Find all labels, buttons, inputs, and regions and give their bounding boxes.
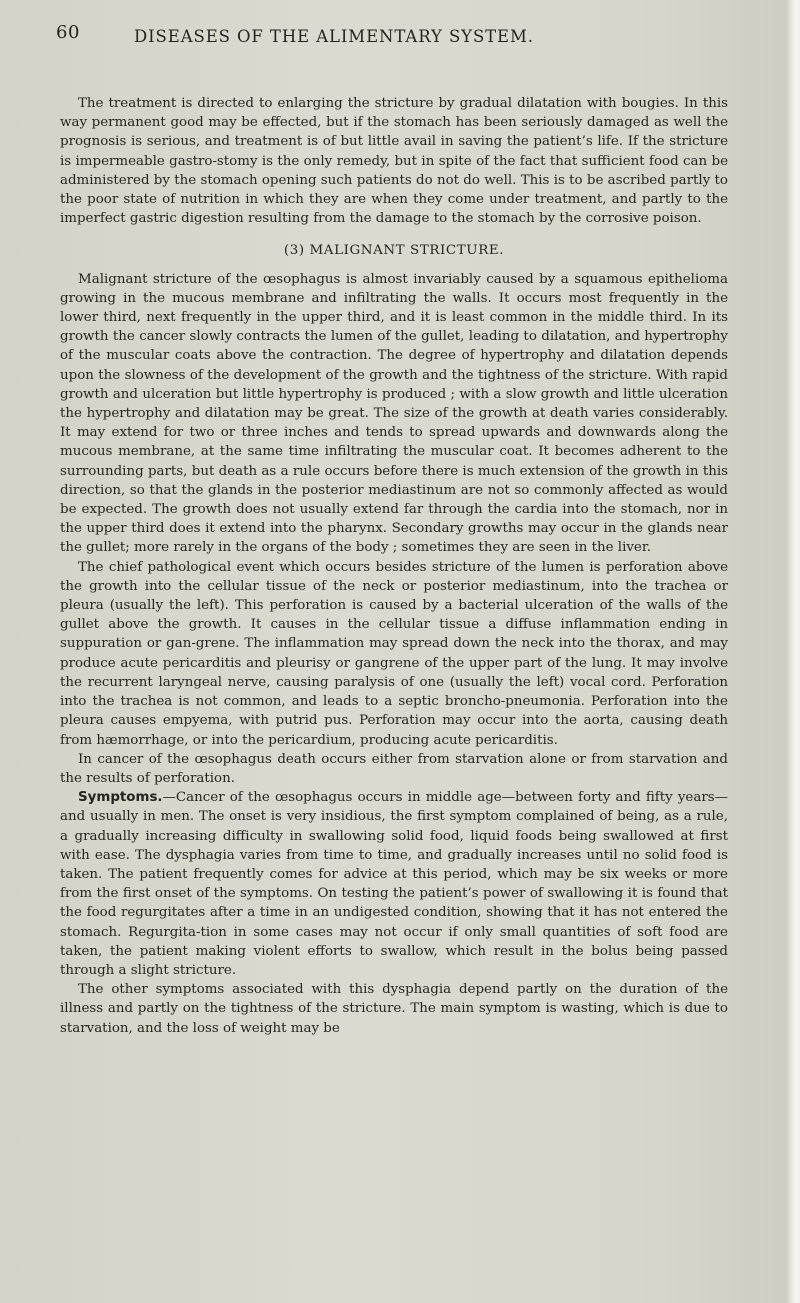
paragraph-symptoms [60, 788, 728, 980]
paragraph-other-symptoms: The other symptoms associated with this dysphagia depend partly on the duration of the illness and partly on the tightness of the stricture. The main symptom is wasting, which is due to starvation, and the loss of weight may be [60, 982, 728, 1036]
running-title: DISEASES OF THE ALIMENTARY SYSTEM. [134, 27, 534, 46]
paragraph-treatment: The treatment is directed to enlarging the stricture by gradual dilatation with bougies. In this way permanent good may be effected, but if the stomach has been seriously damaged as well the prognosis is serious, and treatment is of but little avail in saving the patient’s life. If the stricture is impermeable gastro-stomy is the only remedy, but in spite of the fact that sufficient food can be administered by the stomach opening such patients do not do well. This is to be ascribed partly to the poor state of nutrition in which they are when they come under treatment, and partly to the imperfect gastric digestion resulting from the damage to the stomach by the corrosive poison. [60, 96, 728, 227]
symptoms-lead: Symptoms. [78, 790, 163, 806]
running-head [56, 20, 728, 60]
section-heading: (3) MALIGNANT STRICTURE. [283, 243, 505, 259]
symptoms-text: —Cancer of the œsophagus occurs in middle age—between forty and fifty years—and usually in men. The onset is very insidious, the first symptom complained of being, as a rule, a gradually increasing difficulty in swallowing solid food, liquid foods being swallowed at first with ease. The dysphagia varies from time to time, and gradually increases until no solid food is taken. The patient frequently comes for advice at this period, which may be six weeks or more from the first onset of the symptoms. On testing the patient’s power of swallowing it is found that the food regurgitates after a time in an undigested condition, showing that it has not entered the stomach. Regurgita-tion in some cases may not occur if only small quantities of soft food are taken, the patient making violent efforts to swallow, which result in the bolus being passed through a slight stricture. [60, 790, 728, 978]
paragraph-malignant-stricture: Malignant stricture of the œsophagus is almost invariably caused by a squamous epithelioma growing in the mucous membrane and infiltrating the walls. It occurs most frequently in the lower third, next frequently in the upper third, and it is least common in the middle third. In its growth the cancer slowly contracts the lumen of the gullet, leading to dilatation, and hypertrophy of the muscular coats above the contraction. The degree of hypertrophy and dilatation depends upon the slowness of the development of the growth and the tightness of the stricture. With rapid growth and ulceration but little hypertrophy is produced ; with a slow growth and little ulceration the hypertrophy and dilatation may be great. The size of the growth at death varies considerably. It may extend for two or three inches and tends to spread upwards and downwards along the mucous membrane, at the same time infiltrating the muscular coat. It becomes adherent to the surrounding parts, but death as a rule occurs before there is much extension of the growth in this direction, so that the glands in the posterior mediastinum are not so commonly affected as would be expected. The growth does not usually extend far through the cardia into the stomach, nor in the upper third does it extend into the pharynx. Secondary growths may occur in the glands near the gullet; more rarely in the organs of the body ; sometimes they are seen in the liver. [60, 271, 728, 556]
paragraph-perforation: The chief pathological event which occurs besides stricture of the lumen is perforation above the growth into the cellular tissue of the neck or posterior mediastinum, into the trachea or pleura (usually the left). This perforation is caused by a bacterial ulceration of the walls of the gullet above the growth. It causes in the cellular tissue a diffuse inflammation ending in suppuration or gan-grene. The inflammation may spread down the neck into the thorax, and may produce acute pericarditis and pleurisy or gangrene of the upper part of the lung. It may involve the recurrent laryngeal nerve, causing paralysis of one (usually the left) vocal cord. Perforation into the trachea is not common, and leads to a septic broncho-pneumonia. Perforation into the pleura causes empyema, with putrid pus. Perforation may occur into the aorta, causing death from hæmorrhage, or into the pericardium, producing acute pericarditis. [60, 559, 728, 748]
paragraph-death: In cancer of the œsophagus death occurs either from starvation alone or from starvation and the results of perforation. [60, 751, 728, 786]
page-number: 60 [56, 22, 80, 43]
body-text [60, 94, 728, 1038]
